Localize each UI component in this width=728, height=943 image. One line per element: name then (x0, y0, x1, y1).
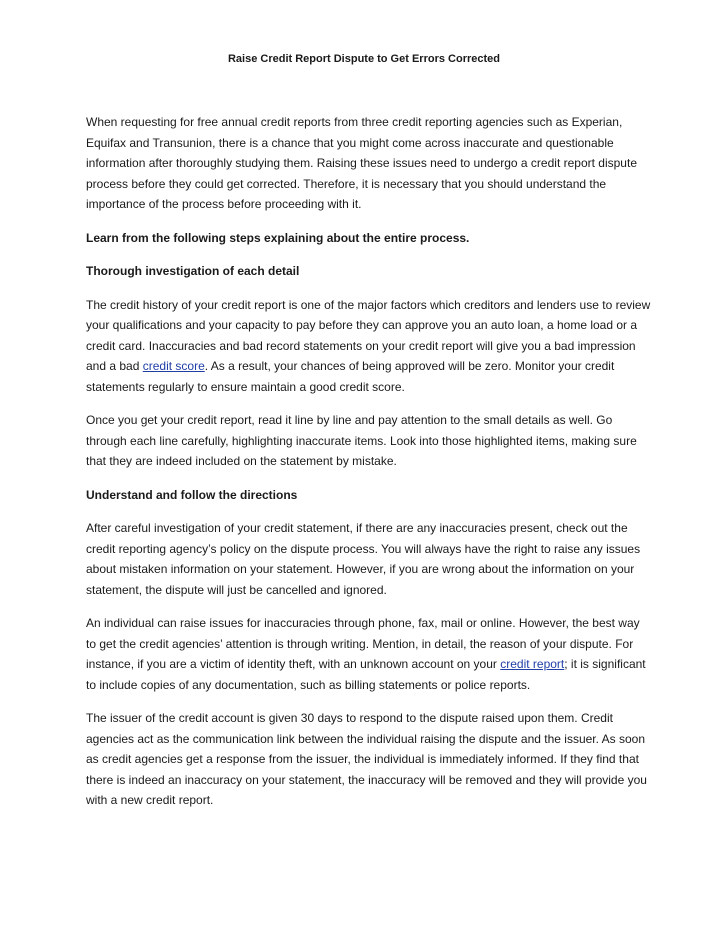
paragraph-read-report: Once you get your credit report, read it line by line and pay attention to the small details as well. Go through each line carefully, highlighting inaccurate items. Look into those highlighted items, making sure that they are indeed included on the statement by mistake. (86, 413, 637, 468)
text-segment: An individual can raise issues for inaccuracies through phone, fax, mail or online. However, the best way to get the credit agencies’ attention is through writing. Mention, in detail, the reason of your dispute. For instance, if you are a victim of identity theft, with an unknown account on your (86, 616, 640, 671)
learn-heading: Learn from the following steps explaining about the entire process. (86, 230, 470, 245)
paragraph-credit-history (86, 295, 652, 398)
intro-paragraph: When requesting for free annual credit reports from three credit reporting agencies such as Experian, Equifax and Transunion, there is a chance that you might come across inaccurate and questionable information after thoroughly studying them. Raising these issues need to undergo a credit report dispute process before they could get corrected. Therefore, it is necessary that you should understand the importance of the process before proceeding with it. (86, 115, 637, 211)
credit-score-link[interactable]: credit score (142, 359, 205, 373)
document-body (86, 112, 652, 824)
paragraph-issuer-response: The issuer of the credit account is given 30 days to respond to the dispute raised upon them. Credit agencies act as the communication link between the individual raising the dispute and the issuer. As soon as credit agencies get a response from the issuer, the individual is immediately informed. If they find that there is indeed an inaccuracy on your statement, the inaccuracy will be removed and they will provide you with a new credit report. (86, 711, 647, 807)
section-heading-directions: Understand and follow the directions (86, 487, 298, 502)
text-segment: The credit history of your credit report is one of the major factors which creditors and lenders use to review your qualifications and your capacity to pay before they can approve you an auto loan, a home load or a credit card. Inaccuracies and bad record statements on your credit report will give you a bad impression and a bad (86, 297, 651, 373)
document-title: Raise Credit Report Dispute to Get Errors Corrected (227, 53, 500, 65)
text-segment: . As a result, your chances of being approved will be zero. Monitor your credit statements regularly to ensure maintain a good credit score. (86, 359, 615, 394)
paragraph-dispute-policy: After careful investigation of your credit statement, if there are any inaccuracies present, check out the credit reporting agency’s policy on the dispute process. You will always have the right to raise any issues about mistaken information on your statement. However, if you are wrong about the information on your statement, the dispute will just be cancelled and ignored. (86, 521, 641, 597)
section-heading-investigation: Thorough investigation of each detail (86, 264, 300, 278)
paragraph-raise-issues (86, 613, 652, 695)
text-segment: ; it is significant to include copies of any documentation, such as billing statements or police reports. (86, 657, 646, 692)
credit-report-link[interactable]: credit report (500, 657, 565, 671)
